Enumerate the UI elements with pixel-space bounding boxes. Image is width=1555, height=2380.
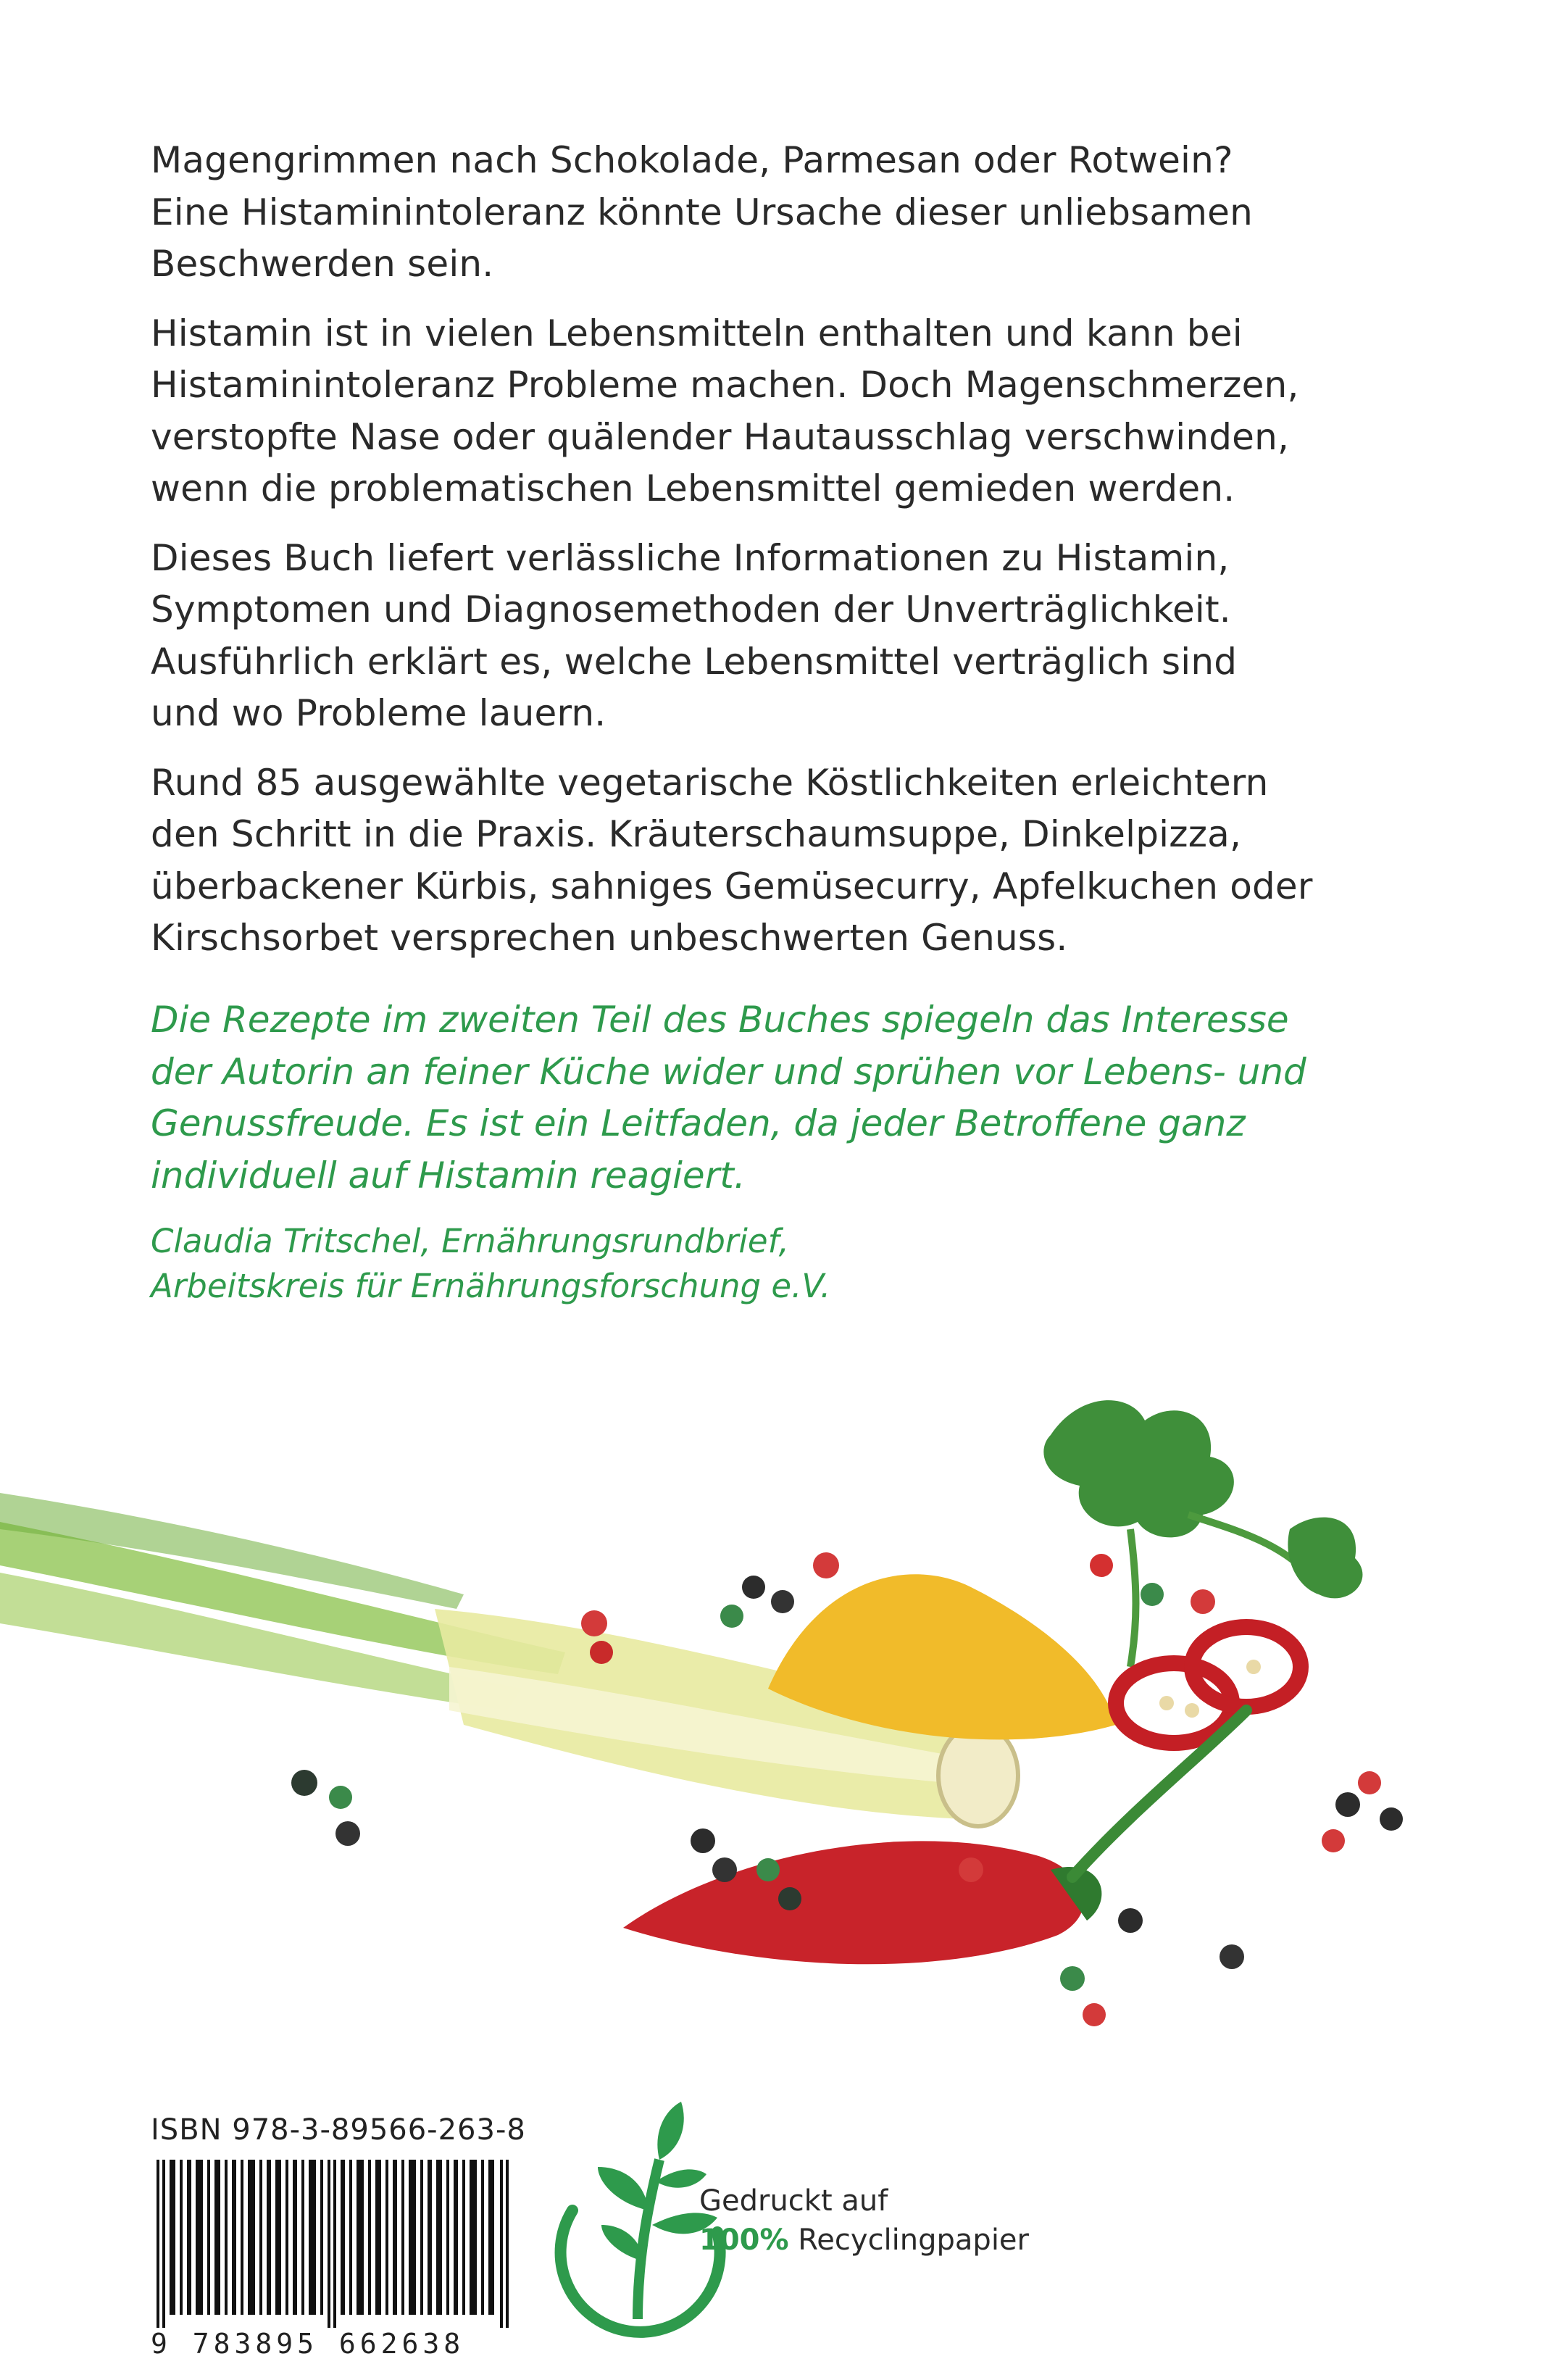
quote-text: Die Rezepte im zweiten Teil des Buches spiegeln das Interesse der Autorin an feiner Küche wider und sprühen vor Lebens- und Genussfreude. Es ist ein Leitfaden, da jeder Betroffene ganz individuell auf Histamin reagiert. bbox=[151, 999, 1306, 1197]
isbn-label: ISBN 978-3-89566-263-8 bbox=[151, 2113, 526, 2147]
paragraph-book-info: Dieses Buch liefert verlässliche Informationen zu Histamin, Symptomen und Diagnosemethoden der Unverträglichkeit. Ausführlich erklärt es, welche Lebensmittel verträglich sind und wo Probleme lauern. bbox=[151, 536, 1238, 734]
recycling-paper-note bbox=[699, 2181, 1029, 2260]
paragraph-histamine: Histamin ist in vielen Lebensmitteln enthalten und kann bei Histaminintoleranz Probleme machen. Doch Magenschmerzen, verstopfte Nase oder quälender Hautausschlag verschwinden, wenn die problematischen Lebensmittel gemieden werden. bbox=[151, 312, 1299, 509]
review-quote bbox=[151, 994, 1426, 1309]
quote-source: Claudia Tritschel, Ernährungsrundbrief, Arbeitskreis für Ernährungsforschung e.V. bbox=[151, 1222, 831, 1305]
blurb-text bbox=[151, 135, 1426, 982]
eco-line-1: Gedruckt auf bbox=[699, 2184, 888, 2218]
eco-line-2 bbox=[699, 2221, 1029, 2260]
paragraph-intro: Magengrimmen nach Schokolade, Parmesan oder Rotwein? Eine Histaminintoleranz könnte Ursache dieser unliebsamen Beschwerden sein. bbox=[151, 139, 1253, 285]
chili-rings bbox=[1116, 1627, 1301, 1743]
paragraph-recipes: Rund 85 ausgewählte vegetarische Köstlichkeiten erleichtern den Schritt in die Praxis. Kräuterschaumsuppe, Dinkelpizza, überbackener Kürbis, sahniges Gemüsecurry, Apfelkuchen oder Kirschsorbet versprechen unbeschwerten Genuss. bbox=[151, 761, 1313, 959]
eco-percent: 100% bbox=[699, 2223, 789, 2257]
parsley-sprig bbox=[1043, 1400, 1362, 1667]
isbn-barcode bbox=[151, 2160, 520, 2328]
vegetables-spices-illustration bbox=[0, 1348, 1555, 2073]
eco-paper-label: Recyclingpapier bbox=[788, 2223, 1029, 2257]
barcode-digits: 9 783895 662638 bbox=[151, 2328, 465, 2360]
